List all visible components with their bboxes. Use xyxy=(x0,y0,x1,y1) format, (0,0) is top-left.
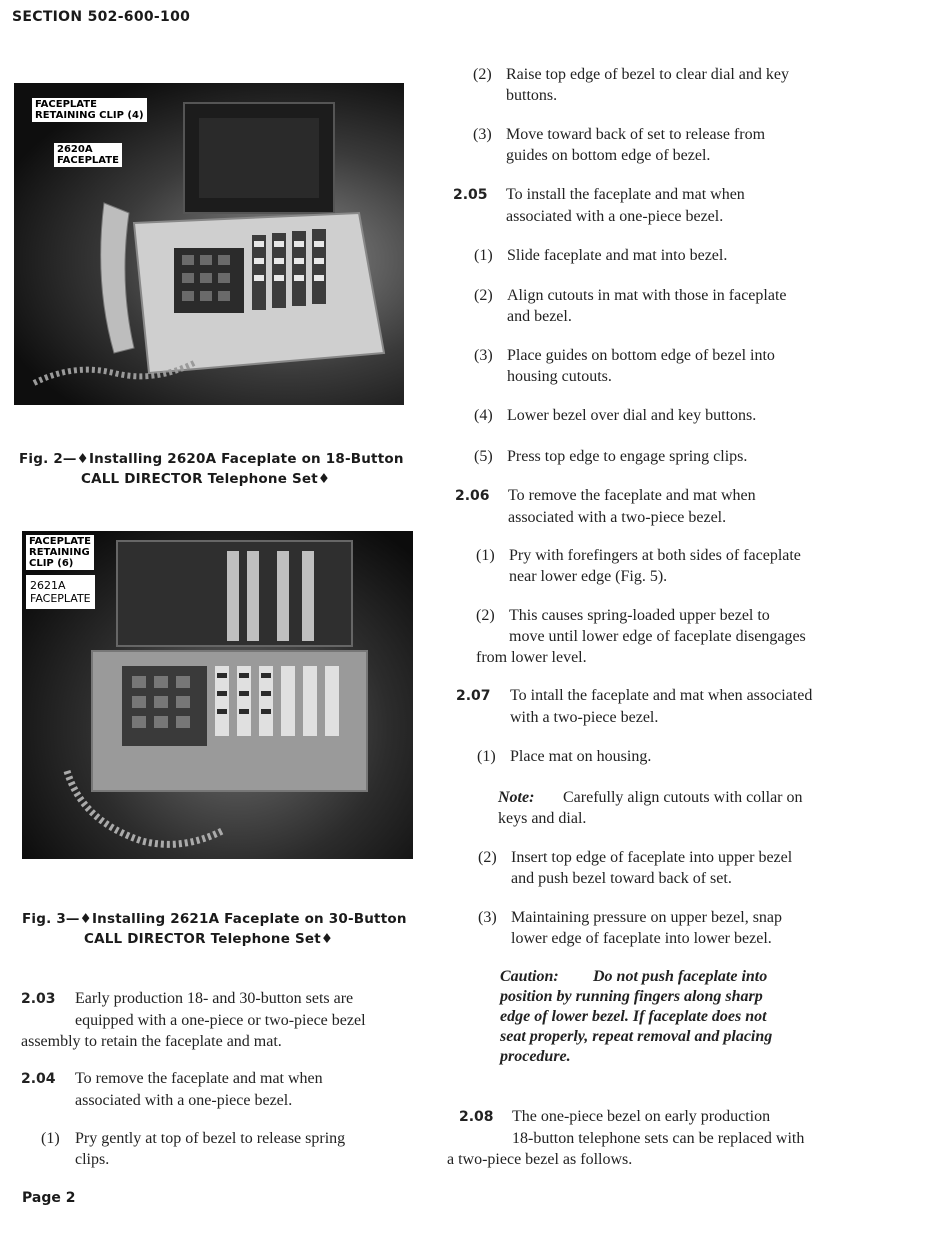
paragraph-2-08 xyxy=(447,1106,879,1170)
text-line: keys and dial. xyxy=(498,810,587,827)
page-number: Page 2 xyxy=(22,1190,76,1206)
paragraph-2-03 xyxy=(21,988,421,1052)
callout-retaining-clip: FACEPLATE RETAINING CLIP (6) xyxy=(26,535,94,570)
text-line: The one-piece bezel on early production xyxy=(512,1108,771,1125)
step-2-05-1 xyxy=(474,245,874,266)
caption-prefix: Fig. 2— xyxy=(19,451,77,467)
text-line: Slide faceplate and mat into bezel. xyxy=(507,247,728,264)
text-line: clips. xyxy=(75,1151,110,1168)
paragraph-number: 2.04 xyxy=(21,1071,56,1087)
text-line: Place mat on housing. xyxy=(510,748,652,765)
text-line: To intall the faceplate and mat when associated xyxy=(510,687,813,704)
paragraph-2-07 xyxy=(456,685,876,728)
text-line: Raise top edge of bezel to clear dial and key xyxy=(506,66,789,83)
text-line: To remove the faceplate and mat when xyxy=(508,487,756,504)
step-label: (2) xyxy=(473,66,492,83)
caption-prefix: Fig. 3— xyxy=(22,911,80,927)
text-line: Insert top edge of faceplate into upper bezel xyxy=(511,849,793,866)
text-line: lower edge of faceplate into lower bezel. xyxy=(511,930,772,947)
caption-line2: CALL DIRECTOR Telephone Set xyxy=(81,471,318,487)
step-2-07-2 xyxy=(478,847,878,889)
paragraph-2-06 xyxy=(455,485,875,528)
text-line: housing cutouts. xyxy=(507,368,612,385)
telephone-18-button-illustration xyxy=(14,83,404,405)
note-block xyxy=(498,787,878,829)
note-label: Note: xyxy=(498,789,535,806)
caption-marker-icon: ♦ xyxy=(320,931,334,947)
caution-label: Caution: xyxy=(500,968,559,985)
paragraph-number: 2.05 xyxy=(453,187,488,203)
callout-faceplate: 2620A FACEPLATE xyxy=(54,143,122,167)
callout-retaining-clip: FACEPLATE RETAINING CLIP (4) xyxy=(32,98,147,122)
step-label: (3) xyxy=(473,126,492,143)
text-line: Align cutouts in mat with those in faceplate xyxy=(507,287,787,304)
step-2-07-3 xyxy=(478,907,878,949)
text-line: Maintaining pressure on upper bezel, snap xyxy=(511,909,783,926)
text-line: procedure. xyxy=(500,1048,571,1065)
figure-3-photo xyxy=(22,531,413,859)
caption-line1: Installing 2620A Faceplate on 18-Button xyxy=(88,451,404,467)
text-line: seat properly, repeat removal and placing xyxy=(500,1028,773,1045)
paragraph-number: 2.06 xyxy=(455,488,490,504)
step-2-06-2 xyxy=(476,605,876,668)
text-line: guides on bottom edge of bezel. xyxy=(506,147,711,164)
text-line: Pry gently at top of bezel to release spring xyxy=(75,1130,346,1147)
caption-marker-icon: ♦ xyxy=(79,911,92,927)
step-label: (4) xyxy=(474,407,493,424)
paragraph-number: 2.08 xyxy=(459,1109,494,1125)
step-2-07-1 xyxy=(477,746,877,767)
text-line: and bezel. xyxy=(507,308,572,325)
text-line: from lower level. xyxy=(476,649,587,666)
text-line: assembly to retain the faceplate and mat. xyxy=(21,1033,282,1050)
text-line: To install the faceplate and mat when xyxy=(506,186,745,203)
step-2-04-2 xyxy=(473,64,873,106)
paragraph-number: 2.03 xyxy=(21,991,56,1007)
step-label: (1) xyxy=(476,547,495,564)
figure-2-photo xyxy=(14,83,404,405)
text-line: buttons. xyxy=(506,87,558,104)
step-label: (2) xyxy=(474,287,493,304)
figure-3-caption xyxy=(22,909,407,949)
step-2-05-3 xyxy=(474,345,874,387)
step-label: (3) xyxy=(478,909,497,926)
text-line: Move toward back of set to release from xyxy=(506,126,766,143)
callout-faceplate: 2621A FACEPLATE xyxy=(26,575,95,609)
step-label: (1) xyxy=(477,748,496,765)
step-2-06-1 xyxy=(476,545,876,587)
text-line: near lower edge (Fig. 5). xyxy=(509,568,668,585)
paragraph-number: 2.07 xyxy=(456,688,491,704)
text-line: Do not push faceplate into xyxy=(593,968,768,985)
text-line: 18-button telephone sets can be replaced with xyxy=(512,1130,805,1147)
text-line: Carefully align cutouts with collar on xyxy=(563,789,803,806)
text-line: associated with a one-piece bezel. xyxy=(75,1092,293,1109)
caption-line2: CALL DIRECTOR Telephone Set xyxy=(84,931,321,947)
step-2-04-3 xyxy=(473,124,873,166)
section-header: SECTION 502-600-100 xyxy=(12,9,191,25)
step-2-05-5 xyxy=(474,446,874,467)
text-line: with a two-piece bezel. xyxy=(510,709,659,726)
text-line: a two-piece bezel as follows. xyxy=(447,1151,633,1168)
paragraph-2-04 xyxy=(21,1068,421,1111)
text-line: and push bezel toward back of set. xyxy=(511,870,732,887)
text-line: position by running fingers along sharp xyxy=(500,988,763,1005)
step-label: (3) xyxy=(474,347,493,364)
step-label: (1) xyxy=(41,1130,60,1147)
text-line: Place guides on bottom edge of bezel into xyxy=(507,347,775,364)
step-label: (1) xyxy=(474,247,493,264)
paragraph-2-05 xyxy=(453,184,873,227)
text-line: Lower bezel over dial and key buttons. xyxy=(507,407,757,424)
step-2-05-2 xyxy=(474,285,874,327)
step-2-04-1 xyxy=(41,1128,421,1170)
step-label: (2) xyxy=(476,607,495,624)
text-line: associated with a two-piece bezel. xyxy=(508,509,727,526)
text-line: associated with a one-piece bezel. xyxy=(506,208,724,225)
caption-marker-icon: ♦ xyxy=(76,451,89,467)
text-line: Press top edge to engage spring clips. xyxy=(507,448,748,465)
text-line: This causes spring-loaded upper bezel to xyxy=(509,607,770,624)
text-line: To remove the faceplate and mat when xyxy=(75,1070,323,1087)
text-line: edge of lower bezel. If faceplate does not xyxy=(500,1008,767,1025)
step-label: (5) xyxy=(474,448,493,465)
figure-2-caption xyxy=(19,449,404,489)
text-line: equipped with a one-piece or two-piece bezel xyxy=(75,1012,366,1029)
step-label: (2) xyxy=(478,849,497,866)
step-2-05-4 xyxy=(474,405,874,426)
text-line: Pry with forefingers at both sides of faceplate xyxy=(509,547,801,564)
caption-marker-icon: ♦ xyxy=(317,471,331,487)
text-line: move until lower edge of faceplate disengages xyxy=(509,628,806,645)
caution-block xyxy=(500,967,880,1067)
caption-line1: Installing 2621A Faceplate on 30-Button xyxy=(91,911,407,927)
text-line: Early production 18- and 30-button sets are xyxy=(75,990,354,1007)
